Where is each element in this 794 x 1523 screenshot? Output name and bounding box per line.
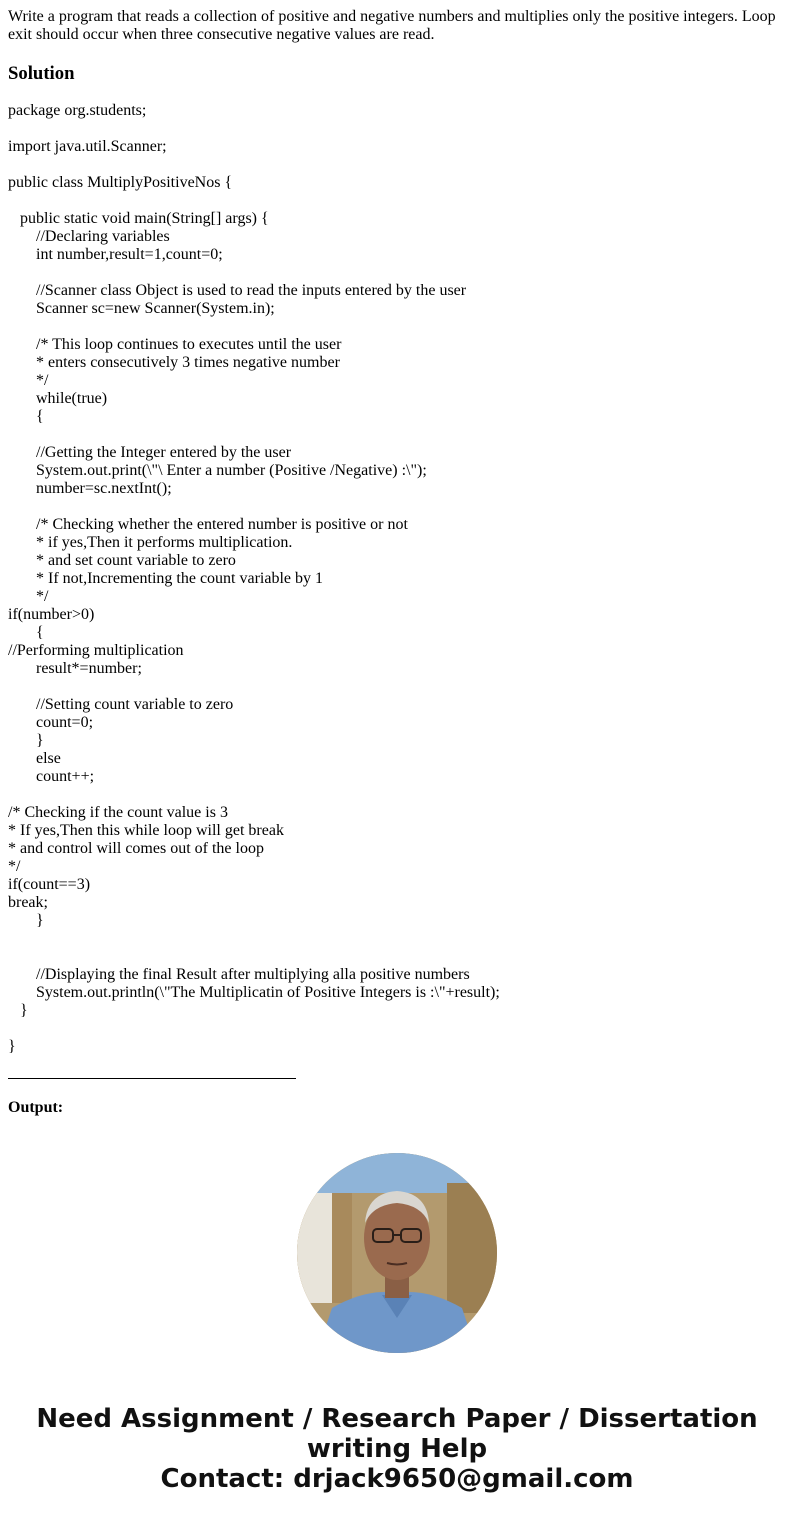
banner-line-1: Need Assignment / Research Paper / Dissertation	[36, 1404, 758, 1434]
code-line	[8, 930, 786, 948]
code-line: System.out.print(\"\ Enter a number (Positive /Negative) :\");	[8, 462, 427, 479]
solution-heading: Solution	[8, 63, 75, 84]
code-line: Scanner sc=new Scanner(System.in);	[8, 300, 275, 317]
code-line: /* This loop continues to executes until the user	[8, 336, 342, 353]
code-line	[8, 1020, 786, 1038]
code-line: */	[8, 858, 21, 875]
code-line: * if yes,Then it performs multiplication.	[8, 534, 293, 551]
code-line	[8, 156, 786, 174]
code-line: int number,result=1,count=0;	[8, 246, 223, 263]
code-line: if(number>0)	[8, 606, 95, 623]
code-line	[8, 264, 786, 282]
code-line: while(true)	[8, 390, 108, 407]
banner-line-2: writing Help	[306, 1434, 488, 1464]
code-line	[8, 786, 786, 804]
code-line: * and set count variable to zero	[8, 552, 236, 569]
code-line: {	[8, 624, 44, 641]
code-line: /* Checking whether the entered number is positive or not	[8, 516, 408, 533]
output-label: Output:	[8, 1099, 64, 1116]
code-line	[8, 678, 786, 696]
code-line	[8, 426, 786, 444]
code-line: package org.students;	[8, 102, 147, 119]
code-line: //Setting count variable to zero	[8, 696, 234, 713]
question-text: Write a program that reads a collection of positive and negative numbers and multiplies only the positive integers. Loop exit should occur when three consecutive negative values are read.	[8, 8, 776, 43]
code-line: break;	[8, 894, 48, 911]
author-photo	[297, 1153, 497, 1353]
code-line: count++;	[8, 768, 95, 785]
code-line: //Declaring variables	[8, 228, 170, 245]
code-line: else	[8, 750, 61, 767]
code-line: * If not,Incrementing the count variable by 1	[8, 570, 324, 587]
code-line: //Displaying the final Result after multiplying alla positive numbers	[8, 966, 470, 983]
contact-banner	[0, 1404, 794, 1494]
code-line: */	[8, 588, 49, 605]
code-line: number=sc.nextInt();	[8, 480, 172, 497]
code-line: /* Checking if the count value is 3	[8, 804, 228, 821]
code-line: //Getting the Integer entered by the user	[8, 444, 292, 461]
code-line: if(count==3)	[8, 876, 91, 893]
code-line	[8, 120, 786, 138]
code-line: //Scanner class Object is used to read the inputs entered by the user	[8, 282, 467, 299]
code-line: * If yes,Then this while loop will get break	[8, 822, 284, 839]
code-line: }	[8, 912, 44, 929]
code-line: */	[8, 372, 49, 389]
code-line	[8, 318, 786, 336]
code-line: public class MultiplyPositiveNos {	[8, 174, 233, 191]
horizontal-rule	[8, 1078, 296, 1079]
code-line: }	[8, 1038, 16, 1055]
code-line: * enters consecutively 3 times negative number	[8, 354, 340, 371]
code-line	[8, 192, 786, 210]
code-line: * and control will comes out of the loop	[8, 840, 264, 857]
code-line: System.out.println(\"The Multiplicatin of Positive Integers is :\"+result);	[8, 984, 500, 1001]
code-line: count=0;	[8, 714, 94, 731]
code-line	[8, 498, 786, 516]
document	[8, 0, 786, 1116]
code-line: import java.util.Scanner;	[8, 138, 167, 155]
code-line: result*=number;	[8, 660, 142, 677]
person-portrait-icon	[297, 1153, 497, 1353]
code-line: {	[8, 408, 44, 425]
code-line: }	[8, 1002, 28, 1019]
code-line: public static void main(String[] args) {	[8, 210, 269, 227]
banner-line-3: Contact: drjack9650@gmail.com	[160, 1464, 634, 1494]
code-line	[8, 948, 786, 966]
code-block	[8, 102, 786, 1056]
code-line: //Performing multiplication	[8, 642, 184, 659]
code-line: }	[8, 732, 44, 749]
